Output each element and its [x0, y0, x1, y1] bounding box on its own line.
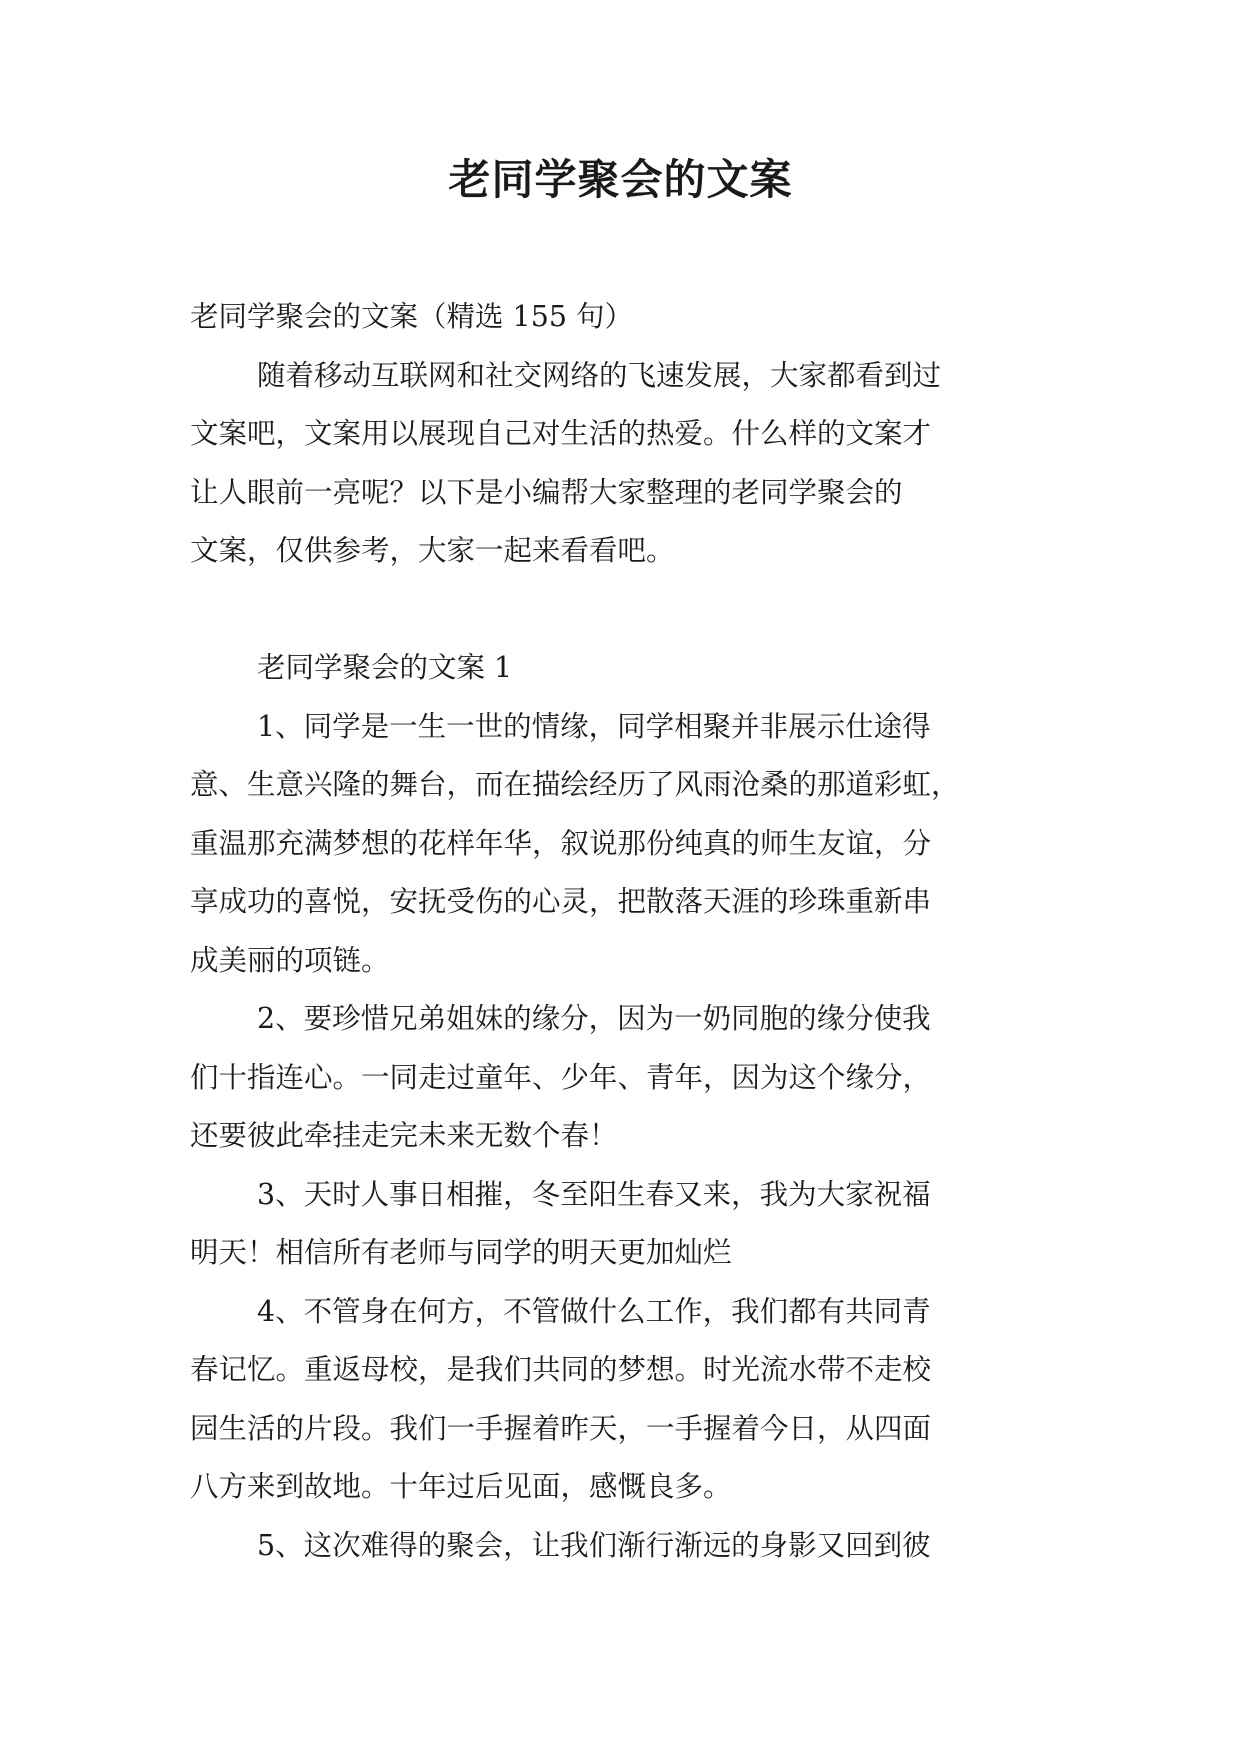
blank-line [190, 581, 1060, 640]
document-body [190, 288, 1060, 1575]
text-line: 1、同学是一生一世的情缘，同学相聚并非展示仕途得 [257, 709, 931, 743]
text-line: 4、不管身在何方，不管做什么工作，我们都有共同青 [257, 1294, 931, 1328]
text-line: 老同学聚会的文案 1 [257, 651, 513, 684]
text-line: 成美丽的项链。 [190, 943, 390, 977]
text-line: 随着移动互联网和社交网络的飞速发展，大家都看到过 [257, 358, 942, 392]
text-line: 文案，仅供参考，大家一起来看看吧。 [190, 534, 675, 567]
text-line: 八方来到故地。十年过后见面，感慨良多。 [190, 1470, 732, 1503]
text-line: 文案吧，文案用以展现自己对生活的热爱。什么样的文案才 [190, 417, 932, 450]
text-line: 3、天时人事日相摧，冬至阳生春又来，我为大家祝福 [257, 1177, 931, 1211]
text-line: 明天！相信所有老师与同学的明天更加灿烂 [190, 1236, 732, 1269]
text-line: 享成功的喜悦，安抚受伤的心灵，把散落天涯的珍珠重新串 [190, 885, 932, 918]
text-line: 们十指连心。一同走过童年、少年、青年，因为这个缘分， [190, 1060, 932, 1094]
text-line: 2、要珍惜兄弟姐妹的缘分，因为一奶同胞的缘分使我 [257, 1002, 931, 1035]
text-line: 5、这次难得的聚会，让我们渐行渐远的身影又回到彼 [257, 1528, 931, 1562]
text-line: 老同学聚会的文案（精选 155 句） [190, 300, 634, 333]
text-line: 意、生意兴隆的舞台，而在描绘经历了风雨沧桑的那道彩虹， [190, 768, 960, 801]
document-title: 老同学聚会的文案 [448, 155, 793, 204]
text-line: 让人眼前一亮呢？以下是小编帮大家整理的老同学聚会的 [190, 475, 903, 509]
text-line: 春记忆。重返母校，是我们共同的梦想。时光流水带不走校 [190, 1353, 932, 1386]
text-line: 还要彼此牵挂走完未来无数个春！ [190, 1119, 618, 1152]
text-line: 重温那充满梦想的花样年华，叙说那份纯真的师生友谊，分 [190, 826, 932, 860]
text-line: 园生活的片段。我们一手握着昨天，一手握着今日，从四面 [190, 1411, 932, 1445]
